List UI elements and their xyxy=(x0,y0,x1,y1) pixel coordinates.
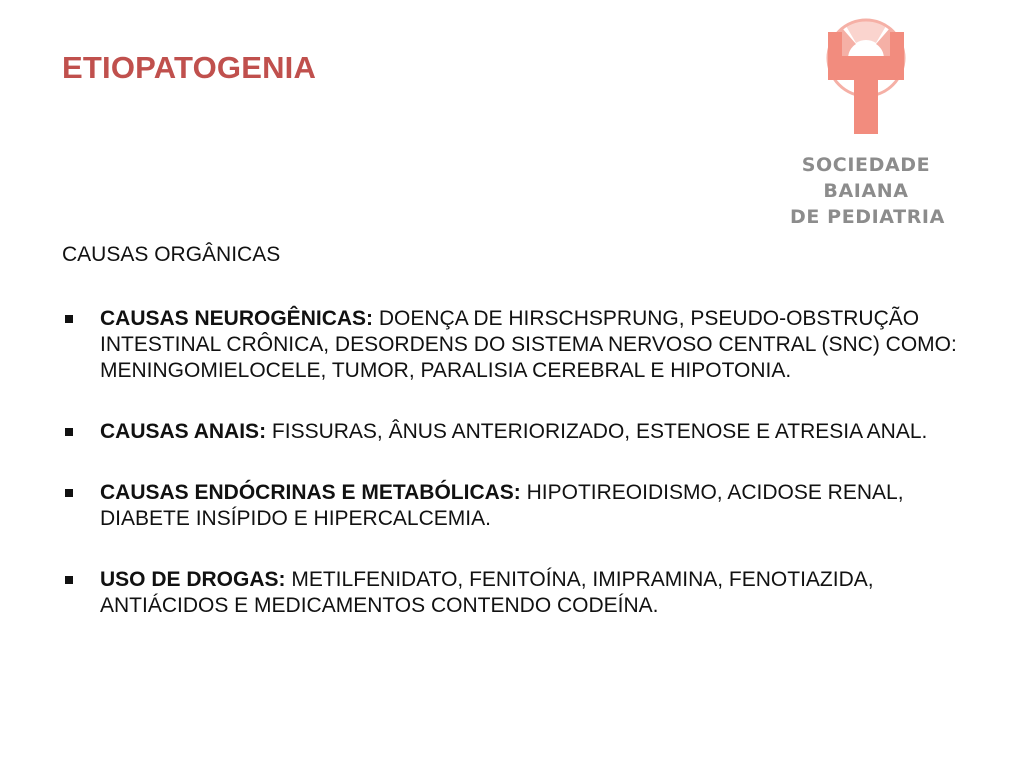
item-label: CAUSAS ENDÓCRINAS E METABÓLICAS: xyxy=(100,481,527,504)
item-label: USO DE DROGAS: xyxy=(100,568,292,591)
item-text: FISSURAS, ÂNUS ANTERIORIZADO, ESTENOSE E ATRESIA ANAL. xyxy=(271,420,928,443)
list-item xyxy=(62,306,972,384)
logo-line: DE PEDIATRIA xyxy=(790,206,945,228)
list-item xyxy=(62,567,972,619)
square-bullet-icon xyxy=(65,315,73,323)
item-text: METILFENIDATO, FENITOÍNA, IMIPRAMINA, FENOTIAZIDA, ANTIÁCIDOS E MEDICAMENTOS CONTENDO CODEÍNA. xyxy=(100,568,874,617)
logo-text xyxy=(790,152,945,230)
society-logo xyxy=(790,18,945,228)
item-text: DOENÇA DE HIRSCHSPRUNG, PSEUDO-OBSTRUÇÃO INTESTINAL CRÔNICA, DESORDENS DO SISTEMA NERVOSO CENTRAL (SNC) COMO: MENINGOMIELOCELE, TUMOR, PARALISIA CEREBRAL E HIPOTONIA. xyxy=(100,307,957,382)
causes-list xyxy=(62,306,972,654)
square-bullet-icon xyxy=(65,576,73,584)
item-label: CAUSAS ANAIS: xyxy=(100,420,272,443)
list-item xyxy=(62,419,972,445)
section-subtitle: CAUSAS ORGÂNICAS xyxy=(62,243,281,266)
slide-title: ETIOPATOGENIA xyxy=(62,50,317,85)
logo-line: BAIANA xyxy=(823,180,909,202)
item-text: HIPOTIREOIDISMO, ACIDOSE RENAL, DIABETE INSÍPIDO E HIPERCALCEMIA. xyxy=(100,481,904,530)
logo-line: SOCIEDADE xyxy=(801,154,931,176)
square-bullet-icon xyxy=(65,489,73,497)
item-label: CAUSAS NEUROGÊNICAS: xyxy=(100,307,379,330)
square-bullet-icon xyxy=(65,428,73,436)
list-item xyxy=(62,480,972,532)
cross-with-circle-icon xyxy=(790,18,942,148)
